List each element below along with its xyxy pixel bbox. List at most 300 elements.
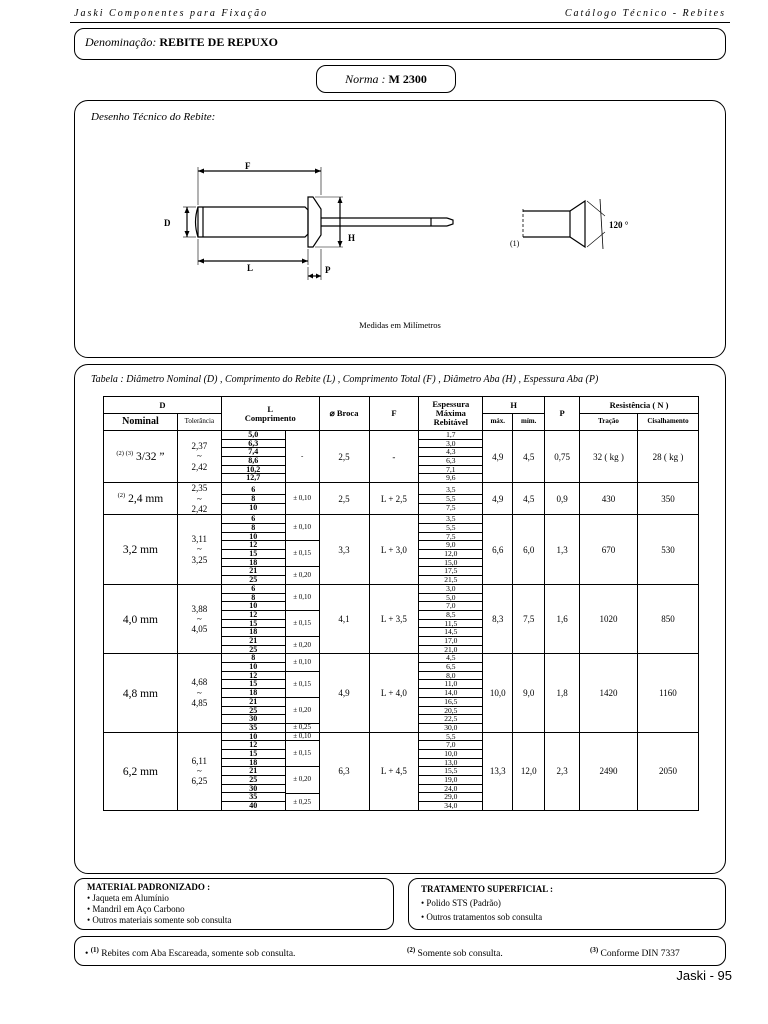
note-1-text: Rebites com Aba Escareada, somente sob consulta. [101,949,296,960]
cell-hmin [513,732,545,810]
material-item: • Jaqueta em Alumínio [87,893,169,903]
tratamento-item: • Outros tratamentos sob consulta [421,912,543,922]
tratamento-box [408,878,726,930]
hmin-value: 7,5 [523,614,535,625]
cell-length-tolerance [285,483,319,515]
length-value: 10 [222,533,285,542]
cell-espessura [419,584,483,654]
hmin-value: 6,0 [523,544,535,555]
f-value: - [392,451,396,462]
nominal-note: (2) [117,492,126,500]
cell-tracao [580,584,638,654]
nominal-value: 3,2 mm [122,543,158,556]
nominal-value: 3/32 ” [136,451,165,463]
espessura-value: 19,0 [419,776,482,785]
length-value: 8 [222,524,285,533]
nominal-value: 4,0 mm [122,613,158,626]
length-value: 15 [222,550,285,559]
tracao-value: 670 [601,544,616,555]
cell-f [369,654,419,732]
tolerance-value: 2,37 [191,441,208,452]
th-min: mím. [513,414,545,431]
length-value: 18 [222,559,285,568]
length-value: 21 [222,698,285,707]
f-value: L + 4,0 [380,688,407,698]
length-tolerance: ± 0,25 [293,797,312,806]
cell-f [369,431,419,483]
espessura-value: 7,1 [419,466,482,475]
hmax-value: 6,6 [492,544,504,555]
espessura-value: 15,0 [419,559,482,568]
cell-broca [319,431,369,483]
p-value: 2,3 [556,766,568,777]
broca-value: 3,3 [338,544,350,555]
material-box [74,878,394,930]
tracao-value: 32 ( kg ) [593,451,624,462]
cell-tracao [580,431,638,483]
cell-tolerance [177,584,221,654]
length-value: 10 [222,663,285,672]
tolerance-value: 2,42 [191,461,208,472]
label-ref: (1) [510,239,520,248]
cell-nominal [104,584,178,654]
cell-hmin [513,483,545,515]
rivet-drawing [75,101,725,357]
cell-length [221,584,285,654]
length-value: 25 [222,776,285,785]
f-value: L + 3,0 [380,544,407,555]
length-value: 40 [249,802,258,810]
label-l: L [247,263,254,273]
th-cisalhamento: Cisalhamento [637,414,698,431]
f-value: L + 2,5 [380,493,407,504]
cell-hmax [483,584,513,654]
th-resistencia: Resistência ( N ) [580,397,699,414]
tracao-value: 1420 [599,688,618,698]
length-value: 10 [222,602,285,611]
drawing-panel [74,100,726,358]
th-h: H [483,397,545,414]
espessura-value: 17,0 [419,637,482,646]
length-value: 7,4 [222,448,285,457]
cell-hmin [513,654,545,732]
espessura-value: 3,0 [419,585,482,594]
hmin-value: 12,0 [520,766,537,777]
cell-hmax [483,654,513,732]
tracao-value: 2490 [599,766,618,777]
denominacao-box [74,28,726,60]
length-value: 8 [222,495,285,504]
espessura-value: 21,5 [444,576,458,584]
tolerance-value: 2,35 [191,483,208,494]
header-right: Catálogo Técnico - Rebites [564,8,726,19]
tolerance-value: 3,11 [191,533,208,544]
cell-tolerance [177,483,221,515]
nominal-value: 4,8 mm [122,687,158,700]
table-row [104,654,699,732]
tolerance-value: 6,25 [191,776,208,787]
cell-nominal [104,654,178,732]
length-value: 18 [222,628,285,637]
length-value: 5,0 [222,431,285,440]
length-value: 18 [222,759,285,768]
header-rule [70,22,730,23]
espessura-value: 15,5 [419,767,482,776]
cell-hmin [513,515,545,585]
th-d: D [104,397,222,414]
cisalhamento-value: 530 [661,544,675,555]
table-row [104,431,699,483]
length-tolerance: ± 0,10 [293,494,312,503]
length-value: 25 [249,645,258,654]
nominal-value: 6,2 mm [122,765,158,778]
espessura-value: 16,5 [419,698,482,707]
cell-length-tolerance [285,515,319,585]
espessura-value: 24,0 [419,785,482,794]
norma-label: Norma : [345,72,386,86]
header-left: Jaski Componentes para Fixação [74,8,269,19]
tolerance-value: ~ [196,451,202,462]
cell-tolerance [177,654,221,732]
material-item: • Mandril em Aço Carbono [87,904,185,914]
cell-length-tolerance [285,654,319,732]
table-panel [74,364,726,874]
th-l-comprimento: Comprimento [244,412,296,423]
espessura-value: 4,3 [419,448,482,457]
note-1 [85,946,295,959]
broca-value: 2,5 [338,451,350,462]
espessura-value: 5,5 [419,495,482,504]
spec-table [103,396,699,811]
cell-tolerance [177,515,221,585]
espessura-value: 7,5 [419,533,482,542]
espessura-value: 29,0 [419,793,482,802]
cell-tolerance [177,732,221,810]
note-3-text: Conforme DIN 7337 [600,949,680,960]
cell-hmax [483,431,513,483]
espessura-value: 9,0 [419,541,482,550]
length-value: 18 [222,689,285,698]
cell-broca [319,515,369,585]
cell-tracao [580,483,638,515]
cell-broca [319,483,369,515]
note-2 [407,946,503,959]
length-tolerance: ± 0,20 [286,698,319,724]
cell-length [221,431,285,483]
broca-value: 4,9 [338,688,350,698]
hmax-value: 13,3 [489,766,506,777]
cell-nominal [104,732,178,810]
espessura-value: 5,0 [419,594,482,603]
length-tolerance: ± 0,15 [286,672,319,698]
length-value: 35 [249,723,258,732]
length-value: 15 [222,680,285,689]
th-espessura: Espessura Máxima Rebitável [419,397,483,431]
nominal-value: 2,4 mm [128,493,164,506]
drawing-title: Desenho Técnico do Rebite: [91,111,216,123]
length-value: 25 [222,707,285,716]
cell-broca [319,654,369,732]
length-value: 21 [222,767,285,776]
tolerance-value: ~ [196,687,202,698]
cell-length [221,732,285,810]
length-tolerance: ± 0,10 [286,585,319,611]
espessura-value: 7,0 [419,602,482,611]
denominacao-label: Denominação: [85,35,157,49]
cell-tracao [580,732,638,810]
length-tolerance: ± 0,10 [286,515,319,541]
tratamento-item: • Polido STS (Padrão) [421,898,501,908]
tolerance-value: 4,68 [191,677,208,688]
espessura-value: 3,5 [419,515,482,524]
cell-p [545,654,580,732]
cell-length-tolerance [285,431,319,483]
cell-cisalhamento [637,732,698,810]
hmin-value: 9,0 [523,688,535,698]
cell-tracao [580,654,638,732]
espessura-value: 11,0 [419,680,482,689]
length-value: 10,2 [222,466,285,475]
length-tolerance: ± 0,10 [286,654,319,671]
table-row [104,515,699,585]
cell-p [545,584,580,654]
length-tolerance: ± 0,15 [286,611,319,637]
length-value: 25 [249,576,258,584]
espessura-value: 10,0 [419,750,482,759]
espessura-value: 6,3 [419,457,482,466]
espessura-value: 1,7 [419,431,482,440]
hmax-value: 4,9 [492,493,504,504]
tolerance-value: 6,11 [191,755,208,766]
length-tolerance: ± 0,15 [286,741,319,767]
espessura-value: 9,6 [446,474,456,483]
espessura-value: 20,5 [419,707,482,716]
espessura-value: 30,0 [444,723,458,732]
p-value: 1,6 [556,614,568,625]
espessura-value: 8,5 [419,611,482,620]
cell-nominal [104,515,178,585]
tolerance-value: ~ [196,544,202,555]
cell-broca [319,732,369,810]
espessura-value: 4,5 [419,654,482,663]
espessura-value: 3,0 [419,440,482,449]
length-tolerance: ± 0,25 [293,723,312,731]
length-value: 6 [222,515,285,524]
length-value: 10 [249,503,258,512]
length-tolerance: ± 0,15 [286,541,319,567]
cell-nominal [104,431,178,483]
cell-f [369,732,419,810]
length-value: 12 [222,741,285,750]
cell-hmax [483,732,513,810]
tratamento-title: TRATAMENTO SUPERFICIAL : [421,884,554,894]
tolerance-value: 4,85 [191,698,208,709]
length-tolerance: - [300,452,304,460]
p-value: 1,8 [556,688,568,698]
cell-nominal [104,483,178,515]
cell-hmax [483,515,513,585]
note-bullet: • [85,949,89,960]
cell-hmin [513,431,545,483]
espessura-value: 5,5 [419,733,482,742]
norma-box [316,65,456,93]
tolerance-value: 4,05 [191,624,208,635]
table-caption: Tabela : Diâmetro Nominal (D) , Comprimento do Rebite (L) , Comprimento Total (F) , Diâmetro Aba (H) , Espessura Aba (P) [91,374,599,385]
espessura-value: 14,0 [419,689,482,698]
norma-value: M 2300 [388,72,427,86]
cell-espessura [419,483,483,515]
p-value: 1,3 [556,544,568,555]
tolerance-value: ~ [196,766,202,777]
th-nominal: Nominal [104,414,178,431]
cisalhamento-value: 2050 [658,766,677,777]
cell-cisalhamento [637,483,698,515]
espessura-value: 22,5 [419,715,482,724]
cisalhamento-value: 850 [661,614,675,625]
hmax-value: 4,9 [492,451,504,462]
cell-length-tolerance [285,732,319,810]
cell-espessura [419,515,483,585]
denominacao-value: REBITE DE REPUXO [159,35,279,49]
cell-cisalhamento [637,515,698,585]
length-value: 21 [222,637,285,646]
material-title: MATERIAL PADRONIZADO : [87,882,211,892]
note-2-mark: (2) [407,946,416,954]
cell-hmax [483,483,513,515]
length-value: 6 [222,585,285,594]
cell-cisalhamento [637,654,698,732]
length-value: 12 [222,611,285,620]
material-item: • Outros materiais somente sob consulta [87,915,232,925]
cell-length [221,515,285,585]
th-p: P [545,397,580,431]
cisalhamento-value: 28 ( kg ) [652,451,684,462]
table-row [104,732,699,810]
espessura-value: 3,5 [419,486,482,495]
hmin-value: 4,5 [523,493,535,504]
cell-hmin [513,584,545,654]
cell-espessura [419,654,483,732]
cell-f [369,584,419,654]
th-tolerancia: Tolerância [177,414,221,431]
label-h: H [348,233,356,243]
espessura-value: 14,5 [419,628,482,637]
cell-espessura [419,732,483,810]
length-tolerance: ± 0,20 [293,571,312,580]
cell-espessura [419,431,483,483]
note-1-mark: (1) [90,946,99,954]
note-3-mark: (3) [590,946,599,954]
length-value: 30 [222,715,285,724]
broca-value: 4,1 [338,614,350,625]
hmax-value: 8,3 [492,614,504,625]
length-value: 8,6 [222,457,285,466]
broca-value: 6,3 [338,766,350,777]
espessura-value: 34,0 [444,802,458,810]
cell-p [545,483,580,515]
cisalhamento-value: 1160 [659,688,677,698]
table-row [104,483,699,515]
tracao-value: 430 [601,493,616,504]
espessura-value: 6,5 [419,663,482,672]
note-3 [590,946,680,959]
length-value: 15 [222,750,285,759]
length-value: 12,7 [246,474,261,483]
f-value: L + 3,5 [380,614,407,625]
cell-p [545,732,580,810]
notes-box [74,936,726,966]
length-value: 8 [222,594,285,603]
nominal-note: (2) (3) [116,450,134,458]
length-value: 21 [222,567,285,576]
th-f: F [369,397,419,431]
tolerance-value: ~ [196,493,202,504]
th-l-letter: L [267,403,274,414]
espessura-value: 8,0 [419,672,482,681]
th-l [221,397,319,431]
label-p: P [325,265,331,275]
cell-broca [319,584,369,654]
length-value: 35 [222,793,285,802]
cell-tolerance [177,431,221,483]
label-d: D [164,218,171,228]
th-tracao: Tração [580,414,638,431]
p-value: 0,75 [554,451,570,462]
th-broca: ⌀ Broca [319,397,369,431]
cell-cisalhamento [637,431,698,483]
cell-length-tolerance [285,584,319,654]
length-tolerance: ± 0,20 [286,767,319,793]
note-2-text: Somente sob consulta. [417,949,503,960]
length-tolerance: ± 0,10 [286,733,319,742]
p-value: 0,9 [556,493,568,504]
page-footer: Jaski - 95 [676,968,732,983]
length-value: 6 [222,486,285,495]
espessura-value: 21,0 [444,645,458,654]
cell-p [545,515,580,585]
label-f: F [245,161,251,171]
espessura-value: 12,0 [419,550,482,559]
drawing-caption: Medidas em Milímetros [359,320,441,330]
cell-length [221,483,285,515]
length-value: 15 [222,620,285,629]
cell-tracao [580,515,638,585]
espessura-value: 17,5 [419,567,482,576]
length-value: 10 [222,733,285,742]
espessura-value: 7,0 [419,741,482,750]
length-value: 8 [222,654,285,663]
tolerance-value: 3,88 [191,603,208,614]
cell-f [369,483,419,515]
length-value: 12 [222,672,285,681]
espessura-value: 13,0 [419,759,482,768]
broca-value: 2,5 [338,493,350,504]
tolerance-value: ~ [196,613,202,624]
cell-p [545,431,580,483]
length-tolerance: ± 0,20 [293,640,312,649]
cisalhamento-value: 350 [661,493,675,504]
hmin-value: 4,5 [523,451,535,462]
cell-f [369,515,419,585]
cell-cisalhamento [637,584,698,654]
tolerance-value: 2,42 [191,503,208,514]
espessura-value: 7,5 [446,503,456,512]
length-value: 12 [222,541,285,550]
th-max: máx. [483,414,513,431]
label-angle: 120 ° [609,220,629,230]
f-value: L + 4,5 [380,766,407,777]
espessura-value: 11,5 [419,620,482,629]
